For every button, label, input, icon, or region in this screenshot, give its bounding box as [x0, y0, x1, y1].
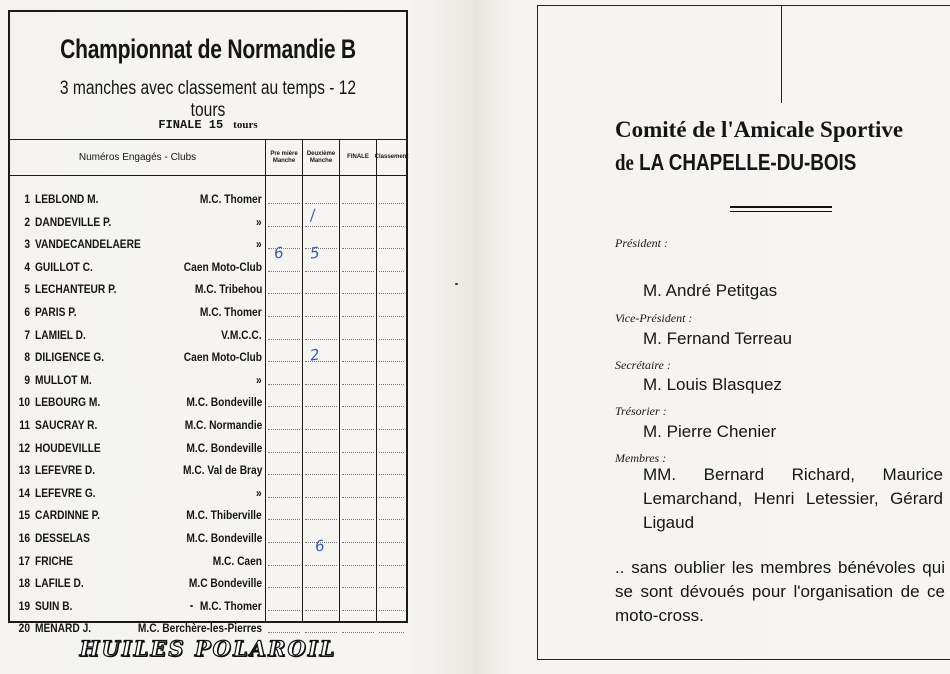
rider-name: SUIN B.	[35, 598, 73, 613]
role-vice-president-name: M. Fernand Terreau	[643, 329, 792, 348]
entry-row	[10, 278, 406, 300]
rider-name: MENARD J.	[35, 621, 92, 636]
entry-number: 17	[18, 553, 30, 568]
header-entrants-clubs: Numéros Engagés - Clubs	[78, 152, 197, 163]
rider-club: M.C. Val de Bray	[182, 463, 262, 478]
committee-title-line2	[615, 146, 856, 179]
entry-row	[10, 550, 406, 572]
entry-number: 9	[24, 372, 30, 387]
handwritten-mark: 6	[313, 536, 326, 556]
rider-club: M.C. Tribehou	[194, 282, 262, 297]
results-table-header	[10, 139, 409, 176]
score-cell-line	[342, 226, 374, 227]
role-members-label: Membres :	[615, 451, 667, 465]
committee-title	[615, 114, 950, 179]
score-cell-line	[342, 248, 374, 249]
score-cell-line	[342, 519, 374, 520]
score-cell-line	[305, 497, 337, 498]
rider-club: M.C. Bondeville	[186, 395, 262, 410]
title-place: LA CHAPELLE-DU-BOIS	[639, 149, 857, 175]
score-cell-line	[379, 497, 404, 498]
score-cell-line	[342, 565, 374, 566]
rider-club: M.C. Caen	[212, 553, 262, 568]
rider-club: M.C. Bondeville	[186, 531, 262, 545]
rider-name: DANDEVILLE P.	[35, 214, 112, 229]
score-cell-line	[342, 361, 374, 362]
championship-title: Championnat de Normandie B	[60, 34, 356, 64]
rider-club: »	[256, 214, 262, 229]
score-cell-line	[305, 361, 337, 362]
entry-number: 12	[18, 440, 30, 455]
score-cell-line	[342, 632, 374, 633]
rider-club: V.M.C.C.	[221, 327, 262, 342]
score-cell-line	[268, 429, 300, 430]
score-cell-line	[268, 361, 300, 362]
score-cell-line	[379, 632, 404, 633]
rider-club: M.C. Berchère-les-Pierres	[137, 621, 262, 636]
entry-row	[10, 414, 406, 436]
rider-name: CARDINNE P.	[35, 508, 100, 523]
score-cell-line	[342, 384, 374, 385]
entry-row	[10, 346, 406, 368]
entry-row	[10, 369, 406, 391]
entry-row	[10, 324, 406, 346]
entry-row	[10, 301, 406, 323]
rider-club: »	[256, 485, 262, 500]
rider-club: M.C. Thomer	[200, 192, 262, 206]
entry-number: 15	[18, 508, 30, 523]
role-president-name: M. André Petitgas	[643, 281, 778, 300]
rider-name: DESSELAS	[35, 531, 90, 545]
title-rule	[730, 211, 832, 212]
score-cell-line	[268, 452, 300, 453]
score-cell-line	[342, 610, 374, 611]
rider-club: M.C. Bondeville	[186, 440, 262, 455]
score-cell-line	[342, 587, 374, 588]
entry-number: 16	[18, 531, 30, 545]
score-cell-line	[379, 587, 404, 588]
entry-number: 1	[24, 192, 30, 206]
entry-row	[10, 595, 406, 617]
handwritten-mark: 6	[272, 243, 285, 263]
rider-name: PARIS P.	[35, 305, 77, 319]
handwritten-mark: 2	[308, 345, 321, 365]
score-cell-line	[379, 293, 404, 294]
score-cell-line	[268, 542, 300, 543]
score-cell-line	[342, 293, 374, 294]
title-de: de	[615, 150, 634, 175]
score-cell-line	[268, 632, 300, 633]
score-cell-line	[305, 293, 337, 294]
role-president-label: Président :	[615, 236, 668, 250]
score-cell-line	[342, 452, 374, 453]
rider-name: FRICHE	[35, 553, 73, 568]
finale-line	[10, 118, 406, 132]
score-cell-line	[379, 361, 404, 362]
score-cell-line	[379, 271, 404, 272]
print-speck	[455, 283, 458, 285]
score-cell-line	[305, 406, 337, 407]
score-cell-line	[379, 610, 404, 611]
entry-number: 11	[19, 418, 30, 432]
role-vice-president-label: Vice-Président :	[615, 311, 693, 325]
score-cell-line	[342, 474, 374, 475]
score-cell-line	[305, 474, 337, 475]
entry-row	[10, 482, 406, 504]
entry-row	[10, 391, 406, 413]
score-cell-line	[305, 203, 337, 204]
score-cell-line	[342, 406, 374, 407]
entry-number: 7	[24, 327, 30, 342]
score-cell-line	[305, 429, 337, 430]
header-second-heat: Deuxième Manche	[302, 140, 339, 175]
entry-number: 8	[24, 350, 30, 365]
rider-name: LECHANTEUR P.	[35, 282, 117, 297]
rider-name: VANDECANDELAERE	[35, 237, 141, 252]
score-cell-line	[268, 316, 300, 317]
score-cell-line	[342, 497, 374, 498]
finale-tours-label: tours	[233, 119, 258, 131]
score-cell-line	[379, 406, 404, 407]
entry-number: 20	[18, 621, 30, 636]
rider-club: »	[256, 237, 262, 252]
score-cell-line	[268, 203, 300, 204]
rider-club: M.C Bondeville	[188, 576, 262, 591]
score-cell-line	[268, 226, 300, 227]
rider-name: LEBOURG M.	[35, 395, 101, 410]
header-final: FINALE	[339, 140, 376, 175]
frame-line	[537, 5, 538, 660]
score-cell-line	[379, 474, 404, 475]
score-cell-line	[305, 271, 337, 272]
entry-row	[10, 437, 406, 459]
program-frame	[8, 10, 409, 636]
score-cell-line	[305, 519, 337, 520]
entry-number: 2	[24, 214, 30, 229]
score-cell-line	[268, 293, 300, 294]
rider-club: Caen Moto-Club	[183, 259, 262, 274]
entry-row	[10, 527, 406, 549]
score-cell-line	[379, 452, 404, 453]
entry-row	[10, 572, 406, 594]
score-cell-line	[379, 565, 404, 566]
entry-row	[10, 256, 406, 278]
score-cell-line	[305, 610, 337, 611]
rider-club: M.C. Normandie	[184, 418, 262, 432]
score-cell-line	[342, 203, 374, 204]
right-page	[475, 0, 950, 674]
entry-number: 6	[24, 305, 30, 319]
title-rule	[730, 206, 832, 208]
header-first-heat: Pre mière Manche	[265, 140, 302, 175]
rider-name: GUILLOT C.	[35, 259, 93, 274]
score-cell-line	[379, 519, 404, 520]
closing-text: .. sans oublier les membres bénévoles qui se sont dévoués pour l'organisation de ce moto-cross.	[615, 558, 945, 625]
header-ranking: Classement	[376, 140, 406, 175]
rider-name: LEFEVRE G.	[35, 485, 96, 500]
score-cell-line	[268, 519, 300, 520]
score-cell-line	[268, 497, 300, 498]
score-cell-line	[305, 316, 337, 317]
score-cell-line	[268, 474, 300, 475]
entry-number: 19	[18, 598, 30, 613]
score-cell-line	[379, 316, 404, 317]
entry-number: 5	[24, 282, 30, 297]
handwritten-mark: /	[308, 205, 317, 225]
score-cell-line	[379, 226, 404, 227]
entry-row	[10, 459, 406, 481]
score-cell-line	[305, 587, 337, 588]
score-cell-line	[268, 406, 300, 407]
score-cell-line	[268, 610, 300, 611]
finale-label: FINALE 15	[158, 118, 224, 132]
rider-club: M.C. Thomer	[200, 305, 262, 319]
members-text: MM. Bernard Richard, Maurice Lemarchand, Henri Letessier, Gérard Ligaud	[643, 465, 943, 532]
score-cell-line	[379, 339, 404, 340]
frame-line	[781, 5, 782, 103]
score-cell-line	[342, 429, 374, 430]
rider-name: LEBLOND M.	[35, 192, 99, 206]
committee-title-line1: Comité de l'Amicale Sportive	[615, 117, 904, 142]
score-cell-line	[268, 339, 300, 340]
frame-line	[537, 659, 950, 660]
score-cell-line	[305, 452, 337, 453]
score-cell-line	[268, 565, 300, 566]
score-cell-line	[268, 271, 300, 272]
handwritten-mark: 5	[308, 243, 321, 263]
score-cell-line	[305, 384, 337, 385]
championship-subtitle: 3 manches avec classement au temps - 12 tours	[59, 78, 357, 121]
score-cell-line	[379, 384, 404, 385]
score-cell-line	[342, 316, 374, 317]
entry-number: 10	[18, 395, 30, 410]
entry-row	[10, 188, 406, 210]
score-cell-line	[268, 384, 300, 385]
entry-number: 4	[24, 259, 30, 274]
score-cell-line	[342, 271, 374, 272]
entry-number: 3	[24, 237, 30, 252]
score-cell-line	[379, 248, 404, 249]
role-secretary-name: M. Louis Blasquez	[643, 375, 782, 394]
rider-club: Caen Moto-Club	[183, 350, 262, 365]
rider-name: DILIGENCE G.	[35, 350, 105, 365]
entry-row	[10, 211, 406, 233]
rider-name: SAUCRAY R.	[35, 418, 98, 432]
rider-name: HOUDEVILLE	[35, 440, 101, 455]
frame-line	[537, 5, 950, 6]
rider-name: LAFILE D.	[35, 576, 84, 591]
role-secretary-label: Secrétaire :	[615, 358, 671, 372]
score-cell-line	[305, 226, 337, 227]
rider-name: MULLOT M.	[35, 372, 92, 387]
score-cell-line	[305, 339, 337, 340]
rider-club: M.C. Thiberville	[186, 508, 262, 523]
print-speck	[190, 605, 193, 607]
score-cell-line	[305, 565, 337, 566]
rider-name: LAMIEL D.	[35, 327, 86, 342]
rider-name: LEFEVRE D.	[35, 463, 96, 478]
score-cell-line	[268, 587, 300, 588]
score-cell-line	[305, 632, 337, 633]
entry-number: 18	[18, 576, 30, 591]
role-treasurer-label: Trésorier :	[615, 404, 667, 418]
sponsor-brand: HUILES POLAROIL	[79, 636, 337, 661]
entry-row	[10, 233, 406, 255]
rider-club: M.C. Thomer	[200, 598, 262, 613]
score-cell-line	[379, 542, 404, 543]
rider-club: »	[256, 372, 262, 387]
entry-number: 13	[18, 463, 30, 478]
role-treasurer-name: M. Pierre Chenier	[643, 422, 777, 441]
entry-number: 14	[18, 485, 30, 500]
score-cell-line	[379, 429, 404, 430]
score-cell-line	[342, 339, 374, 340]
score-cell-line	[379, 203, 404, 204]
entry-row	[10, 504, 406, 526]
score-cell-line	[342, 542, 374, 543]
